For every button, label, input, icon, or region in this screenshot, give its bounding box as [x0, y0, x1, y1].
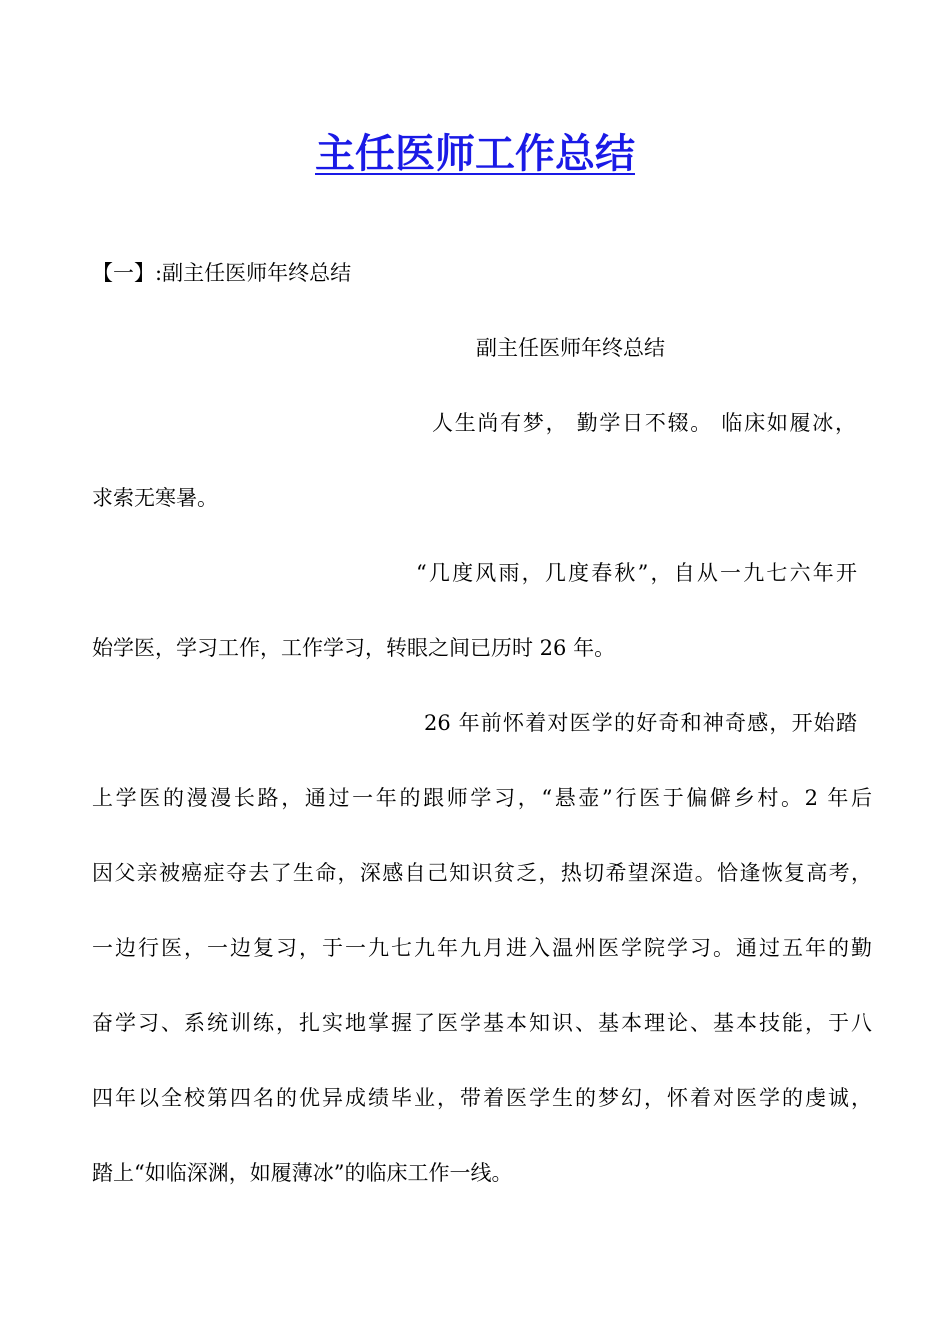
paragraph-3-line: 奋学习、系统训练，扎实地掌握了医学基本知识、基本理论、基本技能，于八 [92, 1011, 872, 1035]
paragraph-3-line: 四年以全校第四名的优异成绩毕业，带着医学生的梦幻，怀着对医学的虔诚， [92, 1086, 872, 1110]
paragraph-3-line: 上学医的漫漫长路，通过一年的跟师学习，“悬壶”行医于偏僻乡村。2 年后 [92, 786, 872, 810]
section-heading: 【一】:副主任医师年终总结 [92, 261, 352, 285]
paragraph-1-first-line: 人生尚有梦， 勤学日不辍。 临床如履冰， [432, 411, 856, 435]
paragraph-2-line: 始学医，学习工作，工作学习，转眼之间已历时 26 年。 [92, 636, 616, 660]
paragraph-1-line: 求索无寒暑。 [92, 486, 218, 510]
paragraph-3-line: 因父亲被癌症夺去了生命，深感自己知识贫乏，热切希望深造。恰逢恢复高考， [92, 861, 872, 885]
paragraph-3-line: 一边行医，一边复习，于一九七九年九月进入温州医学院学习。通过五年的勤 [92, 936, 872, 960]
paragraph-3-first-line: 26 年前怀着对医学的好奇和神奇感，开始踏 [424, 711, 857, 735]
paragraph-2-first-line: “几度风雨，几度春秋”，自从一九七六年开 [416, 561, 857, 585]
subtitle: 副主任医师年终总结 [476, 336, 665, 360]
document-title: 主任医师工作总结 [315, 130, 635, 177]
paragraph-3-line: 踏上“如临深渊，如履薄冰”的临床工作一线。 [92, 1161, 513, 1185]
